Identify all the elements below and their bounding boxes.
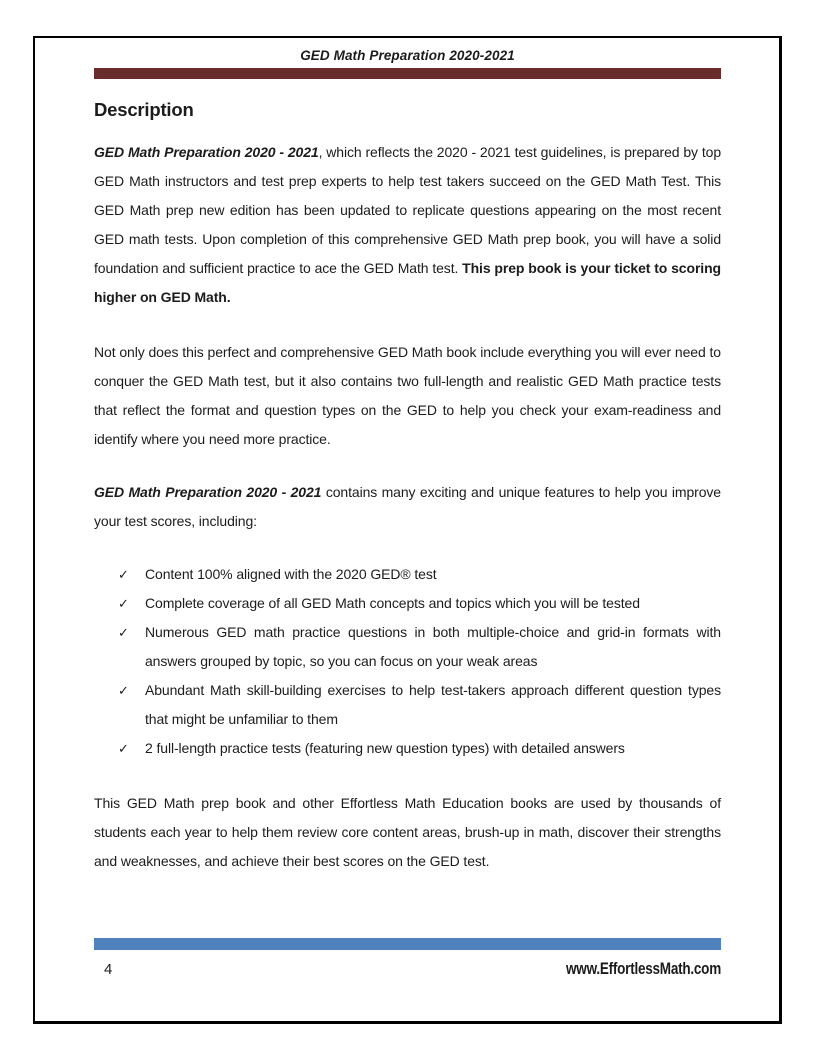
footer-rule xyxy=(94,938,721,950)
list-item xyxy=(94,734,721,763)
paragraph-intro-text: , which reflects the 2020 - 2021 test guidelines, is prepared by top GED Math instructors and test prep experts to help test takers succeed on the GED Math Test. This GED Math prep new edition has been updated to replicate questions appearing on the most recent GED math tests. Upon completion of this comprehensive GED Math prep book, you will have a solid foundation and sufficient practice to ace the GED Math test. xyxy=(94,144,722,276)
book-title-emphasis: GED Math Preparation 2020 - 2021 xyxy=(94,484,322,500)
book-title-emphasis: GED Math Preparation 2020 - 2021 xyxy=(94,144,319,160)
list-item xyxy=(94,560,721,589)
list-item xyxy=(94,589,721,618)
list-item-text: Abundant Math skill-building exercises to help test-takers approach different question types that might be unfamiliar to them xyxy=(145,682,721,727)
document-page xyxy=(33,36,782,1024)
paragraph-practice-tests: Not only does this perfect and comprehensive GED Math book include everything you will ever need to conquer the GED Math test, but it also contains two full-length and realistic GED Math practice tests that reflect the format and question types on the GED to help you check your exam-readiness and identify where you need more practice. xyxy=(94,344,721,447)
paragraph-features-lead xyxy=(94,478,721,536)
checkmark-icon: ✓ xyxy=(118,596,129,611)
list-item xyxy=(94,676,721,734)
page-number: 4 xyxy=(104,961,113,978)
running-head-title: GED Math Preparation 2020-2021 xyxy=(300,48,515,63)
features-list xyxy=(94,560,721,763)
checkmark-icon: ✓ xyxy=(118,741,129,756)
header-rule xyxy=(94,68,721,79)
paragraph-closing: This GED Math prep book and other Effortless Math Education books are used by thousands of students each year to help them review core content areas, brush-up in math, discover their strengths and weaknesses, and achieve their best scores on the GED test. xyxy=(94,795,721,869)
paragraph-intro xyxy=(94,138,721,312)
page-footer xyxy=(94,938,721,979)
checkmark-icon: ✓ xyxy=(118,683,129,698)
section-heading: Description xyxy=(94,99,194,120)
list-item-text: Complete coverage of all GED Math concepts and topics which you will be tested xyxy=(145,595,640,611)
footer-row xyxy=(94,960,721,979)
page-header xyxy=(94,48,721,79)
website-link[interactable]: www.EffortlessMath.com xyxy=(566,960,721,978)
paragraph-features-lead-text: contains many exciting and unique features to help you improve your test scores, including: xyxy=(94,484,721,529)
checkmark-icon: ✓ xyxy=(118,567,129,582)
checkmark-icon: ✓ xyxy=(118,625,129,640)
list-item xyxy=(94,618,721,676)
paragraph-intro-bold-text: This prep book is your ticket to scoring higher on GED Math. xyxy=(94,260,721,305)
list-item-text: Content 100% aligned with the 2020 GED® test xyxy=(145,566,437,582)
list-item-text: Numerous GED math practice questions in both multiple-choice and grid-in formats with answers grouped by topic, so you can focus on your weak areas xyxy=(145,624,721,669)
list-item-text: 2 full-length practice tests (featuring new question types) with detailed answers xyxy=(145,740,625,756)
